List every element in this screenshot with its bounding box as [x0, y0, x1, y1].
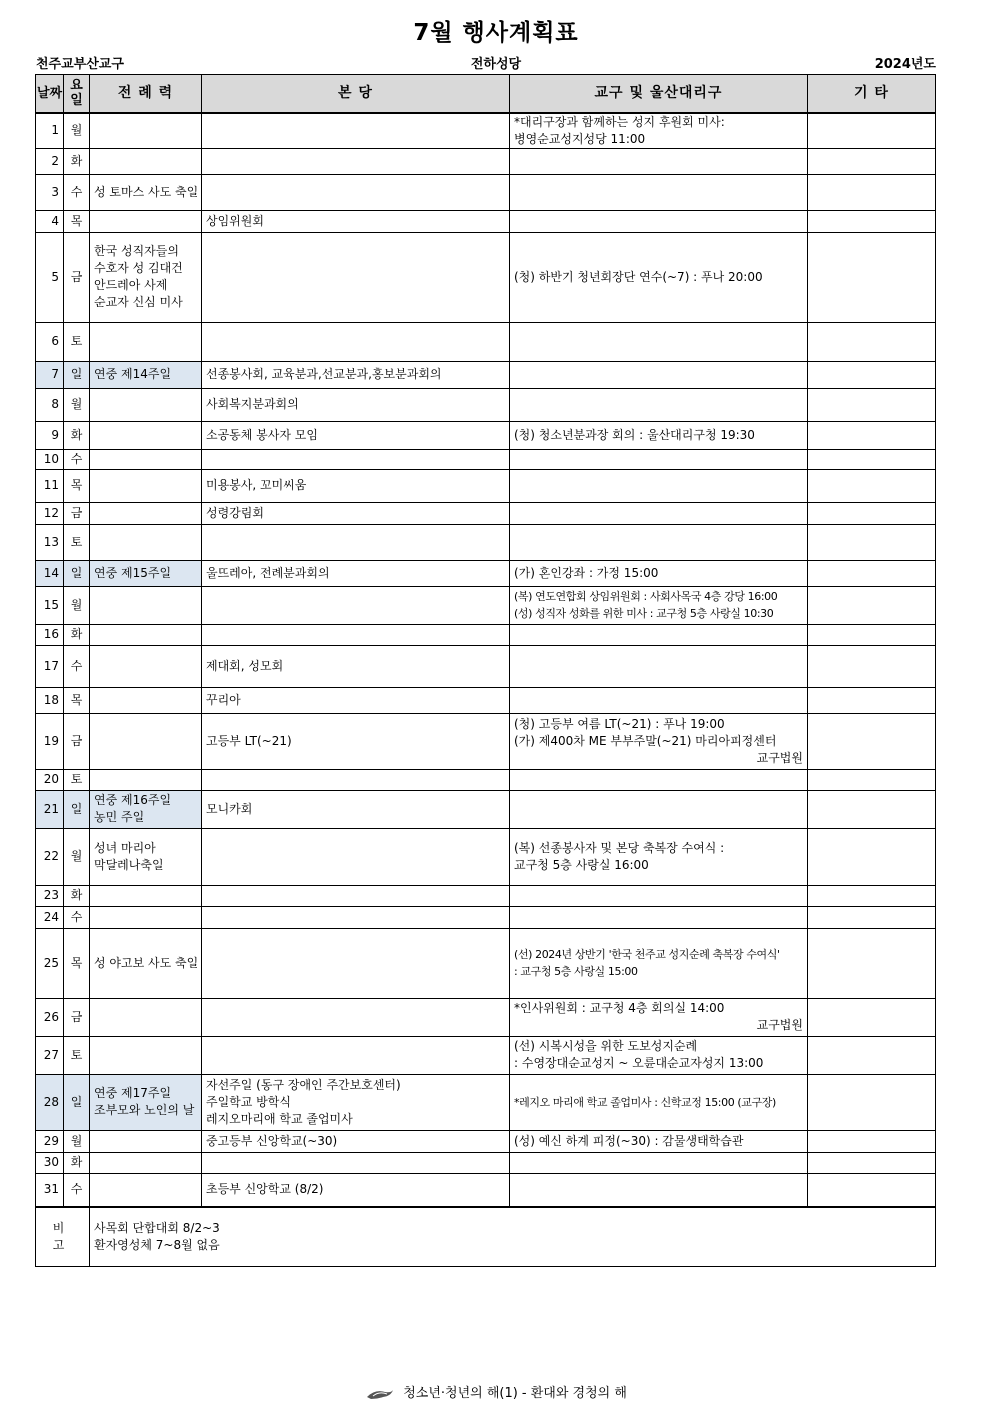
diocese-cell: [510, 232, 808, 322]
parish-cell: [202, 524, 510, 560]
table-row: [36, 148, 936, 174]
liturgy-entry: 농민 주일: [94, 810, 145, 824]
table-row: [36, 790, 936, 828]
liturgy-entry: 연중 제15주일: [94, 565, 172, 580]
table-row: [36, 1074, 936, 1130]
parish-cell: [202, 1074, 510, 1130]
diocese-entry: *대리구장과 함께하는 성지 후원회 미사:: [514, 114, 725, 129]
weekday-cell: 목: [64, 210, 90, 232]
parish-entry: 상임위원회: [206, 213, 264, 228]
day-cell: 30: [36, 1152, 64, 1173]
liturgy-cell: [90, 1152, 202, 1173]
liturgy-entry: 성 토마스 사도 축일: [94, 184, 199, 199]
diocese-entry: (성) 성직자 성화를 위한 미사 : 교구청 5층 사랑실 10:30: [514, 607, 774, 620]
day-cell: 8: [36, 388, 64, 421]
diocese-cell: [510, 210, 808, 232]
liturgy-cell: [90, 148, 202, 174]
liturgy-entry: 한국 성직자들의: [94, 244, 179, 258]
parish-cell: [202, 828, 510, 885]
parish-entry: 레지오마리애 학교 졸업미사: [206, 1111, 353, 1126]
weekday-cell: 수: [64, 174, 90, 210]
table-row: [36, 1173, 936, 1207]
liturgy-cell: [90, 1130, 202, 1152]
table-row: [36, 645, 936, 687]
diocese-cell: [510, 713, 808, 769]
table-row: [36, 624, 936, 645]
weekday-cell: 화: [64, 885, 90, 906]
liturgy-cell: [90, 560, 202, 586]
parish-name: 전하성당: [470, 57, 522, 72]
parish-cell: [202, 421, 510, 449]
liturgy-cell: [90, 713, 202, 769]
table-row: [36, 388, 936, 421]
diocese-cell: [510, 1130, 808, 1152]
day-cell: 25: [36, 928, 64, 998]
parish-cell: [202, 502, 510, 524]
col-header-parish: 본 당: [202, 75, 510, 113]
liturgy-cell: [90, 388, 202, 421]
diocese-name: 천주교부산교구: [36, 57, 124, 72]
day-cell: 18: [36, 687, 64, 713]
parish-entry: 사회복지분과회의: [206, 397, 299, 411]
table-row: [36, 524, 936, 560]
parish-cell: [202, 624, 510, 645]
diocese-cell: [510, 449, 808, 469]
diocese-cell: [510, 560, 808, 586]
day-cell: 4: [36, 210, 64, 232]
diocese-cell: [510, 361, 808, 388]
diocese-cell: [510, 421, 808, 449]
liturgy-entry: 성녀 마리아: [94, 840, 156, 855]
day-cell: 20: [36, 769, 64, 790]
etc-cell: [808, 687, 936, 713]
liturgy-cell: [90, 906, 202, 928]
liturgy-entry: 순교자 신심 미사: [94, 295, 183, 309]
etc-cell: [808, 524, 936, 560]
day-cell: 23: [36, 885, 64, 906]
day-cell: 7: [36, 361, 64, 388]
table-row: [36, 769, 936, 790]
day-cell: 14: [36, 560, 64, 586]
parish-cell: [202, 560, 510, 586]
parish-entry: 자선주일 (동구 장애인 주간보호센터): [206, 1077, 401, 1092]
diocese-cell: [510, 113, 808, 149]
liturgy-cell: [90, 624, 202, 645]
liturgy-cell: [90, 687, 202, 713]
col-header-etc: 기 타: [808, 75, 936, 113]
diocese-entry: *레지오 마리애 학교 졸업미사 : 신학교정 15:00 (교구장): [514, 1095, 776, 1109]
weekday-cell: 월: [64, 388, 90, 421]
weekday-cell: 수: [64, 645, 90, 687]
diocese-cell: [510, 828, 808, 885]
diocese-entry: (청) 고등부 여름 LT(~21) : 푸나 19:00: [514, 716, 725, 731]
liturgy-cell: [90, 885, 202, 906]
etc-cell: [808, 560, 936, 586]
parish-cell: [202, 449, 510, 469]
parish-cell: [202, 148, 510, 174]
liturgy-entry: 막달레나축일: [94, 857, 164, 872]
table-row: [36, 210, 936, 232]
liturgy-entry: 안드레아 사제: [94, 278, 168, 292]
parish-cell: [202, 1036, 510, 1074]
diocese-entry: (청) 청소년분과장 회의 : 울산대리구청 19:30: [514, 427, 755, 442]
day-cell: 28: [36, 1074, 64, 1130]
day-cell: 31: [36, 1173, 64, 1207]
day-cell: 3: [36, 174, 64, 210]
parish-cell: [202, 174, 510, 210]
diocese-entry: (선) 시복시성을 위한 도보성지순례: [514, 1039, 698, 1053]
liturgy-cell: [90, 469, 202, 502]
liturgy-cell: [90, 828, 202, 885]
day-cell: 24: [36, 906, 64, 928]
parish-cell: [202, 1130, 510, 1152]
day-cell: 22: [36, 828, 64, 885]
table-row: [36, 828, 936, 885]
weekday-cell: 월: [64, 1130, 90, 1152]
parish-cell: [202, 687, 510, 713]
weekday-cell: 토: [64, 769, 90, 790]
diocese-entry: 병영순교성지성당 11:00: [514, 131, 646, 146]
liturgy-entry: 조부모와 노인의 날: [94, 1103, 195, 1117]
diocese-entry: 교구법원: [756, 1018, 803, 1032]
col-header-liturgy: 전 례 력: [90, 75, 202, 113]
parish-cell: [202, 1173, 510, 1207]
etc-cell: [808, 113, 936, 149]
parish-entry: 초등부 신앙학교 (8/2): [206, 1182, 324, 1197]
parish-entry: 중고등부 신앙학교(~30): [206, 1133, 338, 1148]
liturgy-entry: 연중 제14주일: [94, 367, 172, 381]
day-cell: 15: [36, 586, 64, 624]
etc-cell: [808, 1173, 936, 1207]
etc-cell: [808, 210, 936, 232]
etc-cell: [808, 769, 936, 790]
diocese-cell: [510, 524, 808, 560]
table-row: [36, 1152, 936, 1173]
parish-cell: [202, 113, 510, 149]
parish-entry: 주일학교 방학식: [206, 1094, 291, 1109]
day-cell: 26: [36, 998, 64, 1036]
diocese-cell: [510, 388, 808, 421]
diocese-entry: 교구법원: [756, 750, 803, 765]
weekday-cell: 수: [64, 449, 90, 469]
parish-cell: [202, 769, 510, 790]
day-cell: 17: [36, 645, 64, 687]
weekday-cell: 목: [64, 469, 90, 502]
parish-cell: [202, 232, 510, 322]
parish-cell: [202, 998, 510, 1036]
diocese-cell: [510, 1074, 808, 1130]
weekday-cell: 목: [64, 687, 90, 713]
etc-cell: [808, 885, 936, 906]
weekday-cell: 토: [64, 524, 90, 560]
table-row: [36, 586, 936, 624]
diocese-entry: : 교구청 5층 사랑실 15:00: [514, 965, 638, 978]
etc-cell: [808, 624, 936, 645]
table-row: [36, 449, 936, 469]
day-cell: 21: [36, 790, 64, 828]
etc-cell: [808, 1074, 936, 1130]
table-row: [36, 906, 936, 928]
liturgy-cell: [90, 322, 202, 361]
table-row: [36, 361, 936, 388]
footer-slogan: 청소년·청년의 해(1) - 환대와 경청의 해: [403, 1386, 627, 1401]
dove-logo-icon: [365, 1387, 395, 1401]
parish-cell: [202, 361, 510, 388]
diocese-cell: [510, 1173, 808, 1207]
liturgy-cell: [90, 998, 202, 1036]
etc-cell: [808, 928, 936, 998]
etc-cell: [808, 148, 936, 174]
etc-cell: [808, 421, 936, 449]
table-row: [36, 1036, 936, 1074]
note-line: 사목회 단합대회 8/2~3: [94, 1220, 220, 1235]
parish-cell: [202, 469, 510, 502]
weekday-cell: 화: [64, 624, 90, 645]
parish-cell: [202, 645, 510, 687]
parish-cell: [202, 885, 510, 906]
note-row: [36, 1207, 936, 1266]
liturgy-cell: [90, 502, 202, 524]
table-row: [36, 113, 936, 149]
weekday-cell: 월: [64, 113, 90, 149]
parish-entry: 제대회, 성모회: [206, 658, 284, 673]
etc-cell: [808, 790, 936, 828]
weekday-cell: 수: [64, 1173, 90, 1207]
liturgy-entry: 수호자 성 김대건: [94, 261, 183, 275]
liturgy-cell: [90, 174, 202, 210]
parish-cell: [202, 210, 510, 232]
diocese-cell: [510, 624, 808, 645]
table-row: [36, 1130, 936, 1152]
col-header-diocese: 교구 및 울산대리구: [510, 75, 808, 113]
weekday-cell: 일: [64, 790, 90, 828]
weekday-cell: 토: [64, 322, 90, 361]
etc-cell: [808, 713, 936, 769]
liturgy-cell: [90, 1036, 202, 1074]
weekday-cell: 금: [64, 232, 90, 322]
diocese-cell: [510, 687, 808, 713]
etc-cell: [808, 1152, 936, 1173]
note-content: [90, 1207, 936, 1266]
parish-entry: 성령강림회: [206, 505, 264, 520]
footer: [0, 1382, 992, 1401]
diocese-entry: : 수영장대순교성지 ~ 오륜대순교자성지 13:00: [514, 1056, 764, 1070]
liturgy-cell: [90, 1074, 202, 1130]
weekday-cell: 수: [64, 906, 90, 928]
etc-cell: [808, 322, 936, 361]
liturgy-cell: [90, 769, 202, 790]
diocese-entry: 교구청 5층 사랑실 16:00: [514, 857, 649, 872]
etc-cell: [808, 1036, 936, 1074]
diocese-cell: [510, 1152, 808, 1173]
etc-cell: [808, 232, 936, 322]
diocese-cell: [510, 1036, 808, 1074]
diocese-entry: (복) 선종봉사자 및 본당 축복장 수여식 :: [514, 840, 725, 855]
table-row: [36, 232, 936, 322]
etc-cell: [808, 469, 936, 502]
parish-cell: [202, 928, 510, 998]
liturgy-cell: [90, 210, 202, 232]
parish-cell: [202, 1152, 510, 1173]
etc-cell: [808, 1130, 936, 1152]
liturgy-cell: [90, 524, 202, 560]
diocese-cell: [510, 148, 808, 174]
parish-cell: [202, 790, 510, 828]
day-cell: 6: [36, 322, 64, 361]
col-header-weekday: 요일: [64, 75, 90, 113]
diocese-cell: [510, 885, 808, 906]
table-header-row: [36, 75, 936, 113]
weekday-cell: 화: [64, 421, 90, 449]
day-cell: 19: [36, 713, 64, 769]
day-cell: 29: [36, 1130, 64, 1152]
etc-cell: [808, 828, 936, 885]
etc-cell: [808, 502, 936, 524]
page-title: 7월 행사계획표: [413, 20, 579, 46]
weekday-cell: 화: [64, 1152, 90, 1173]
diocese-entry: (선) 2024년 상반기 '한국 천주교 성지순례 축복장 수여식': [514, 948, 780, 961]
table-row: [36, 998, 936, 1036]
day-cell: 1: [36, 113, 64, 149]
day-cell: 11: [36, 469, 64, 502]
day-cell: 16: [36, 624, 64, 645]
parish-cell: [202, 906, 510, 928]
weekday-cell: 일: [64, 361, 90, 388]
etc-cell: [808, 586, 936, 624]
table-row: [36, 469, 936, 502]
parish-cell: [202, 388, 510, 421]
parish-entry: 꾸리아: [206, 692, 241, 707]
col-header-day: 날짜: [36, 75, 64, 113]
liturgy-cell: [90, 113, 202, 149]
weekday-cell: 토: [64, 1036, 90, 1074]
diocese-entry: *인사위원회 : 교구청 4층 회의실 14:00: [514, 1001, 725, 1015]
day-cell: 27: [36, 1036, 64, 1074]
etc-cell: [808, 449, 936, 469]
etc-cell: [808, 906, 936, 928]
table-row: [36, 713, 936, 769]
diocese-entry: (청) 하반기 청년회장단 연수(~7) : 푸나 20:00: [514, 269, 763, 284]
liturgy-entry: 성 야고보 사도 축일: [94, 955, 199, 970]
diocese-cell: [510, 586, 808, 624]
day-cell: 12: [36, 502, 64, 524]
table-row: [36, 885, 936, 906]
parish-entry: 울뜨레아, 전례분과회의: [206, 565, 330, 580]
liturgy-cell: [90, 361, 202, 388]
liturgy-cell: [90, 790, 202, 828]
table-row: [36, 502, 936, 524]
day-cell: 9: [36, 421, 64, 449]
table-row: [36, 928, 936, 998]
etc-cell: [808, 645, 936, 687]
weekday-cell: 화: [64, 148, 90, 174]
diocese-cell: [510, 645, 808, 687]
diocese-cell: [510, 174, 808, 210]
day-cell: 13: [36, 524, 64, 560]
diocese-cell: [510, 906, 808, 928]
note-line: 환자영성체 7~8월 없음: [94, 1237, 220, 1252]
table-row: [36, 421, 936, 449]
parish-cell: [202, 713, 510, 769]
weekday-cell: 금: [64, 713, 90, 769]
diocese-entry: (가) 혼인강좌 : 가정 15:00: [514, 565, 659, 580]
day-cell: 5: [36, 232, 64, 322]
year-label: 2024년도: [874, 57, 936, 72]
liturgy-cell: [90, 421, 202, 449]
liturgy-cell: [90, 645, 202, 687]
diocese-cell: [510, 790, 808, 828]
weekday-cell: 금: [64, 998, 90, 1036]
diocese-cell: [510, 998, 808, 1036]
day-cell: 10: [36, 449, 64, 469]
liturgy-cell: [90, 586, 202, 624]
diocese-cell: [510, 502, 808, 524]
etc-cell: [808, 998, 936, 1036]
day-cell: 2: [36, 148, 64, 174]
liturgy-cell: [90, 1173, 202, 1207]
diocese-entry: (가) 제400차 ME 부부주말(~21) 마리아피정센터: [514, 733, 777, 748]
etc-cell: [808, 174, 936, 210]
weekday-cell: 일: [64, 560, 90, 586]
note-label: 비 고: [36, 1207, 90, 1266]
schedule-body: [36, 113, 936, 1267]
parish-entry: 선종봉사회, 교육분과,선교분과,홍보분과회의: [206, 367, 442, 381]
table-row: [36, 174, 936, 210]
liturgy-cell: [90, 449, 202, 469]
diocese-cell: [510, 928, 808, 998]
diocese-entry: (복) 연도연합회 상임위원회 : 사회사목국 4층 강당 16:00: [514, 590, 778, 603]
liturgy-entry: 연중 제16주일: [94, 793, 172, 807]
parish-entry: 고등부 LT(~21): [206, 733, 292, 748]
weekday-cell: 월: [64, 586, 90, 624]
parish-cell: [202, 322, 510, 361]
weekday-cell: 일: [64, 1074, 90, 1130]
diocese-cell: [510, 322, 808, 361]
etc-cell: [808, 388, 936, 421]
weekday-cell: 월: [64, 828, 90, 885]
parish-cell: [202, 586, 510, 624]
diocese-cell: [510, 769, 808, 790]
schedule-table: [35, 74, 936, 1267]
table-row: [36, 560, 936, 586]
parish-entry: 모니카회: [206, 801, 253, 816]
diocese-entry: (성) 예신 하계 피정(~30) : 감물생태학습관: [514, 1133, 744, 1148]
etc-cell: [808, 361, 936, 388]
table-row: [36, 322, 936, 361]
table-row: [36, 687, 936, 713]
parish-entry: 소공동체 봉사자 모임: [206, 427, 318, 442]
liturgy-entry: 연중 제17주일: [94, 1086, 172, 1100]
liturgy-cell: [90, 928, 202, 998]
diocese-cell: [510, 469, 808, 502]
parish-entry: 미용봉사, 꼬미씨움: [206, 478, 307, 492]
weekday-cell: 목: [64, 928, 90, 998]
weekday-cell: 금: [64, 502, 90, 524]
liturgy-cell: [90, 232, 202, 322]
